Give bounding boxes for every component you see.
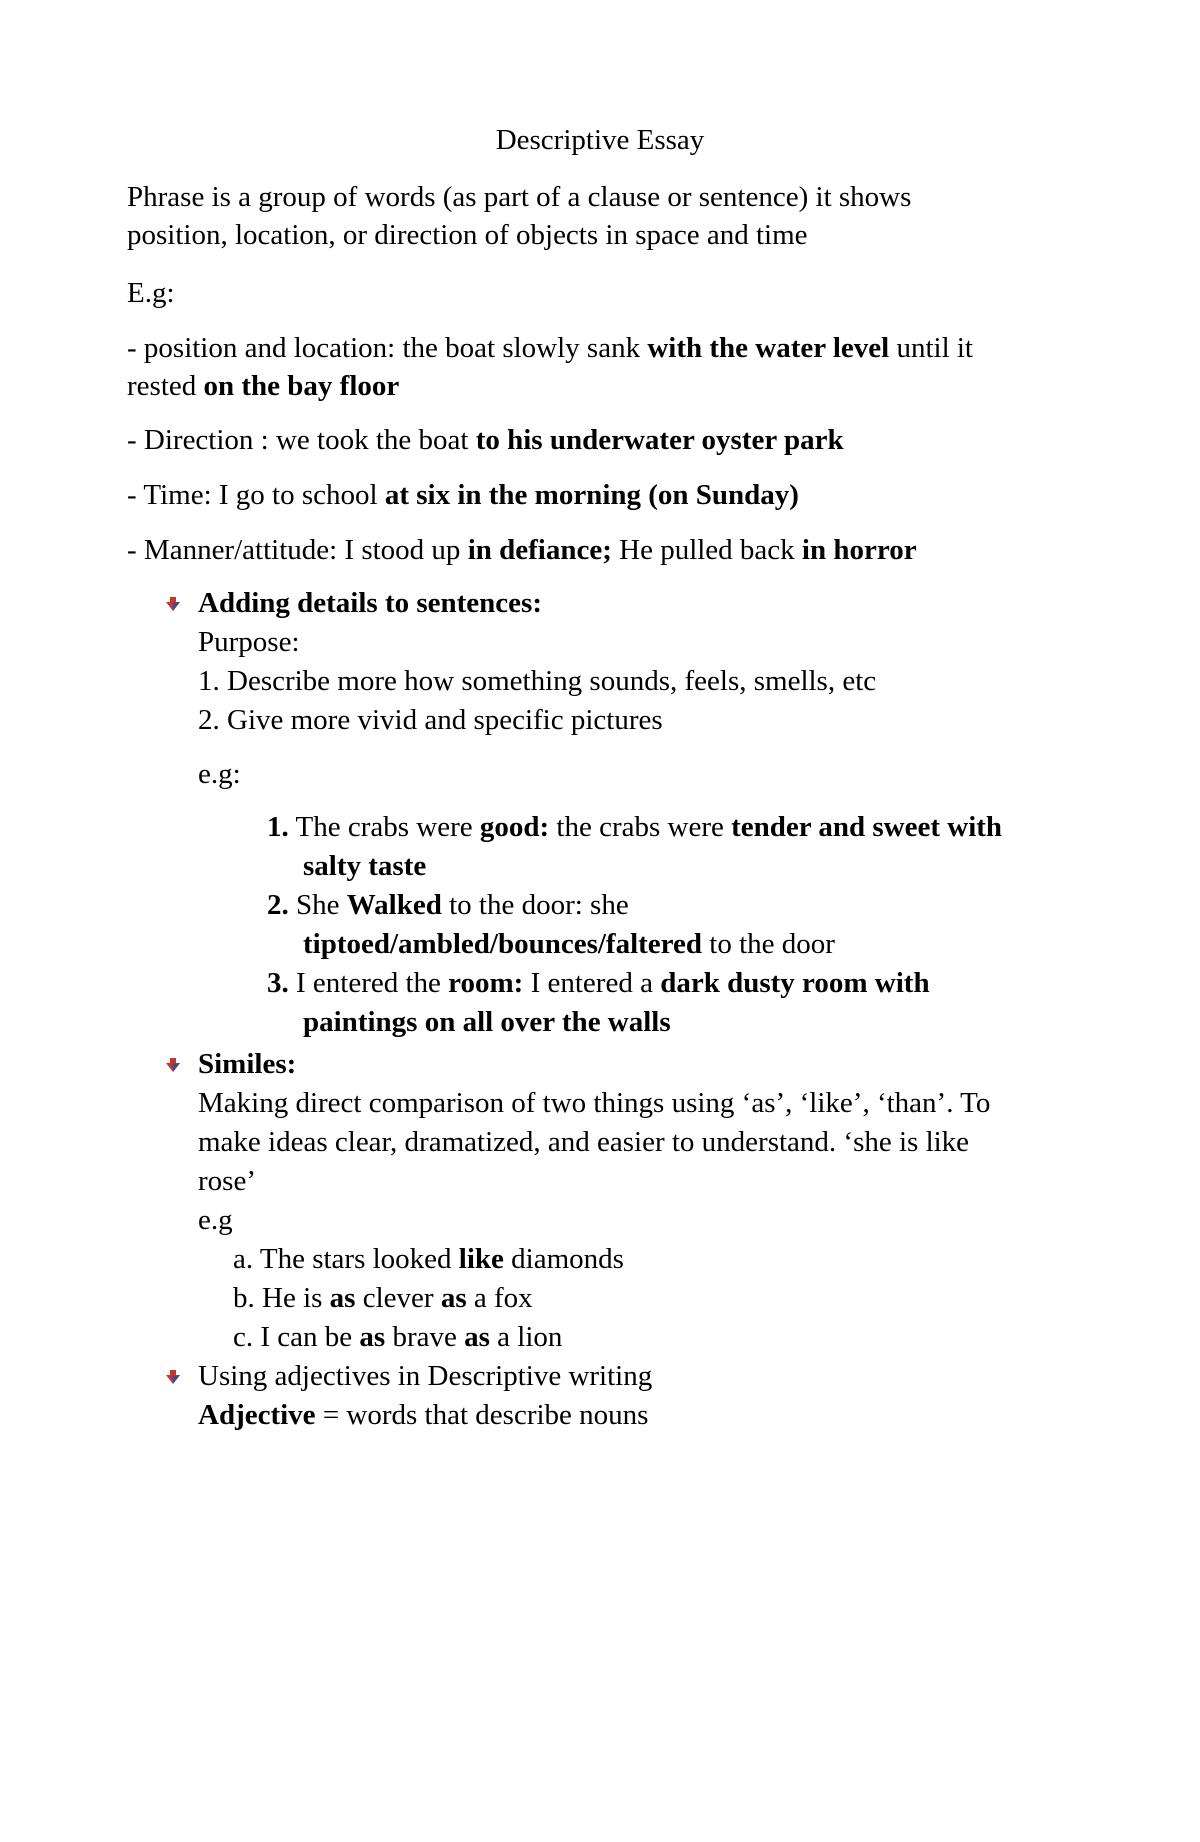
list-item (267, 808, 1002, 886)
list-letter: c. (233, 1321, 254, 1353)
item-bold: tiptoed/ambled/bounces/faltered (303, 928, 703, 960)
arrow-bullet-icon (166, 1058, 180, 1072)
list-number: 2. (267, 889, 289, 921)
item-text: I entered a (523, 967, 661, 999)
example-bold: in horror (801, 534, 917, 566)
item-text: She (296, 889, 347, 921)
example-bold: with the water level (647, 332, 890, 364)
section-similes (198, 1045, 1098, 1240)
example-position (127, 329, 1087, 405)
intro-line-2: position, location, or direction of objects in space and time (127, 219, 808, 251)
list-item (233, 1279, 533, 1318)
example-text: until it (889, 332, 973, 364)
item-bold: good: (479, 811, 550, 843)
item-bold: as (464, 1321, 490, 1353)
section-heading: Similes: (198, 1048, 297, 1080)
example-text: - Direction : we took the boat (127, 424, 476, 456)
term: Adjective (198, 1399, 316, 1431)
arrow-bullet-icon (166, 597, 180, 611)
list-number: 1. (267, 811, 289, 843)
item-text: to the door (702, 928, 835, 960)
example-manner (127, 531, 1087, 569)
section-desc: make ideas clear, dramatized, and easier to understand. ‘she is like (198, 1126, 970, 1158)
item-text: The stars looked (259, 1243, 459, 1275)
item-text: He is (262, 1282, 330, 1314)
item-bold: room: (448, 967, 524, 999)
list-item (267, 886, 835, 964)
section-heading: Adding details to sentences: (198, 587, 542, 619)
example-direction (127, 421, 1087, 459)
page-title: Descriptive Essay (495, 124, 705, 156)
item-text: The crabs were (295, 811, 480, 843)
item-bold: like (458, 1243, 504, 1275)
list-letter: b. (233, 1282, 255, 1314)
list-number: 3. (267, 967, 289, 999)
item-text: a lion (489, 1321, 563, 1353)
example-bold: to his underwater oyster park (475, 424, 844, 456)
section-desc: rose’ (198, 1165, 256, 1197)
item-bold: as (329, 1282, 356, 1314)
purpose-label: Purpose: (198, 626, 300, 658)
item-text: diamonds (503, 1243, 624, 1275)
example-text: - position and location: the boat slowly sank (127, 332, 648, 364)
item-text: clever (355, 1282, 441, 1314)
list-item (267, 964, 930, 1042)
purpose-item: 2. Give more vivid and specific pictures (198, 704, 663, 736)
item-bold: as (359, 1321, 386, 1353)
item-bold: as (440, 1282, 467, 1314)
item-bold: Walked (346, 889, 442, 921)
item-bold: paintings on all over the walls (303, 1006, 671, 1038)
list-letter: a. (233, 1243, 254, 1275)
item-bold: salty taste (303, 850, 427, 882)
example-bold: on the bay floor (203, 370, 400, 402)
example-bold: in defiance; (467, 534, 612, 566)
section-heading: Using adjectives in Descriptive writing (198, 1360, 653, 1392)
example-bold: at six in the morning (on Sunday) (384, 479, 799, 511)
arrow-bullet-icon (166, 1370, 180, 1384)
item-text: a fox (466, 1282, 533, 1314)
item-text: brave (385, 1321, 465, 1353)
section2-eg-label: e.g (198, 1204, 233, 1236)
item-text: to the door: she (441, 889, 629, 921)
item-bold: tender and sweet with (731, 811, 1003, 843)
section-adjectives (198, 1357, 1098, 1435)
example-time (127, 476, 1087, 514)
section-adding-details (198, 584, 1098, 740)
list-item (233, 1240, 624, 1279)
section1-eg-label: e.g: (198, 758, 241, 790)
purpose-item: 1. Describe more how something sounds, feels, smells, etc (198, 665, 877, 697)
example-text: - Time: I go to school (127, 479, 385, 511)
section-desc: Making direct comparison of two things using ‘as’, ‘like’, ‘than’. To (198, 1087, 991, 1119)
intro-line-1: Phrase is a group of words (as part of a clause or sentence) it shows (127, 181, 912, 213)
example-text: - Manner/attitude: I stood up (127, 534, 468, 566)
example-text: rested (127, 370, 204, 402)
item-text: the crabs were (549, 811, 732, 843)
example-text: He pulled back (611, 534, 802, 566)
item-text: I can be (260, 1321, 360, 1353)
list-item (233, 1318, 562, 1357)
intro-paragraph (127, 178, 1087, 254)
item-bold: dark dusty room with (660, 967, 930, 999)
eg-label: E.g: (127, 277, 175, 309)
item-text: I entered the (296, 967, 449, 999)
definition: = words that describe nouns (315, 1399, 649, 1431)
